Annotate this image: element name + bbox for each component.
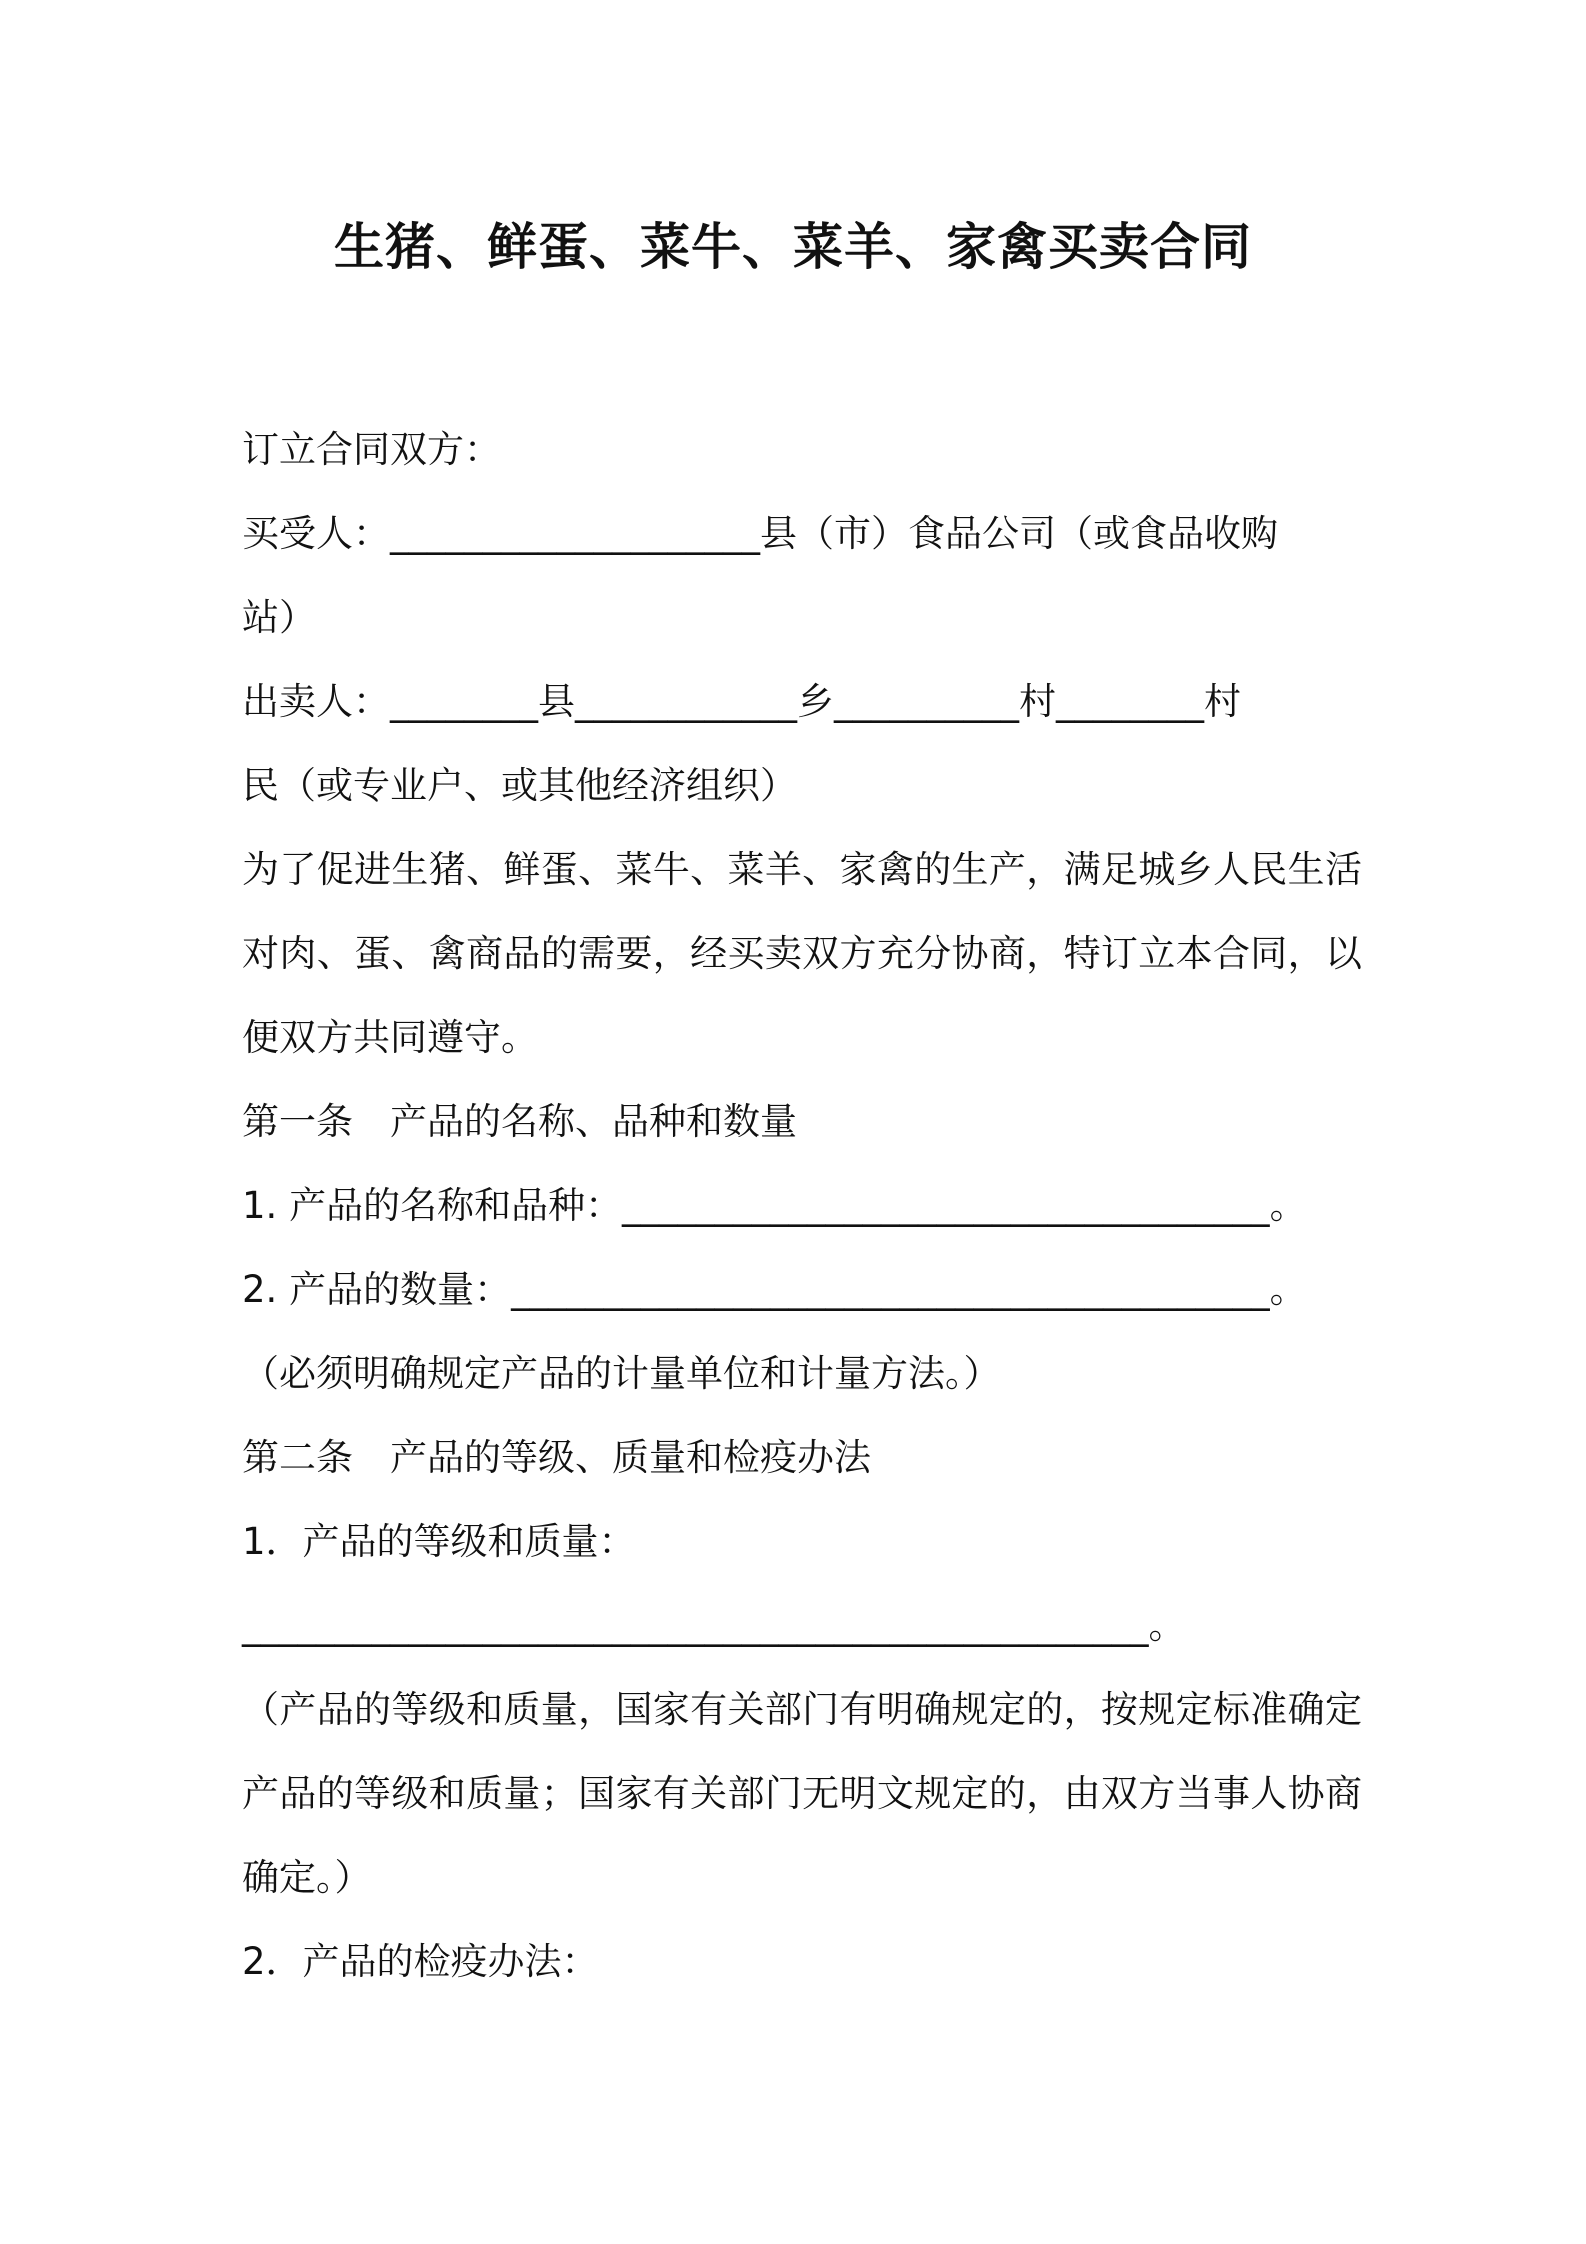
- preamble-paragraph: 为了促进生猪、鲜蛋、菜牛、菜羊、家禽的生产，满足城乡人民生活对肉、蛋、禽商品的需要，经买卖双方充分协商，特订立本合同，以便双方共同遵守。: [242, 848, 1362, 1059]
- parties-heading: 订立合同双方：: [242, 428, 501, 471]
- article-1-item-2: 2. 产品的数量：_________________________________________。: [242, 1268, 1307, 1311]
- seller-line-continued: 民（或专业户、或其他经济组织）: [242, 764, 797, 807]
- article-2-item-1: 1．产品的等级和质量：: [242, 1520, 636, 1563]
- buyer-line: 买受人：____________________县（市）食品公司（或食品收购: [242, 512, 1278, 555]
- article-2-note: （产品的等级和质量，国家有关部门有明确规定的，按规定标准确定产品的等级和质量；国家有关部门无明文规定的，由双方当事人协商确定。）: [242, 1688, 1362, 1899]
- article-1-item-1: 1. 产品的名称和品种：___________________________________。: [242, 1184, 1307, 1227]
- seller-line: 出卖人：________县____________乡__________村________村: [242, 680, 1241, 723]
- article-1-note: （必须明确规定产品的计量单位和计量方法。）: [242, 1352, 1001, 1395]
- article-2-blank-line: _________________________________________________。: [242, 1604, 1186, 1647]
- article-1-heading: 第一条 产品的名称、品种和数量: [242, 1100, 797, 1143]
- contract-body: [242, 408, 1362, 2004]
- buyer-line-continued: 站）: [242, 596, 316, 639]
- article-2-item-2: 2．产品的检疫办法：: [242, 1940, 599, 1983]
- article-2-heading: 第二条 产品的等级、质量和检疫办法: [242, 1436, 871, 1479]
- contract-title: 生猪、鲜蛋、菜牛、菜羊、家禽买卖合同: [334, 218, 1252, 276]
